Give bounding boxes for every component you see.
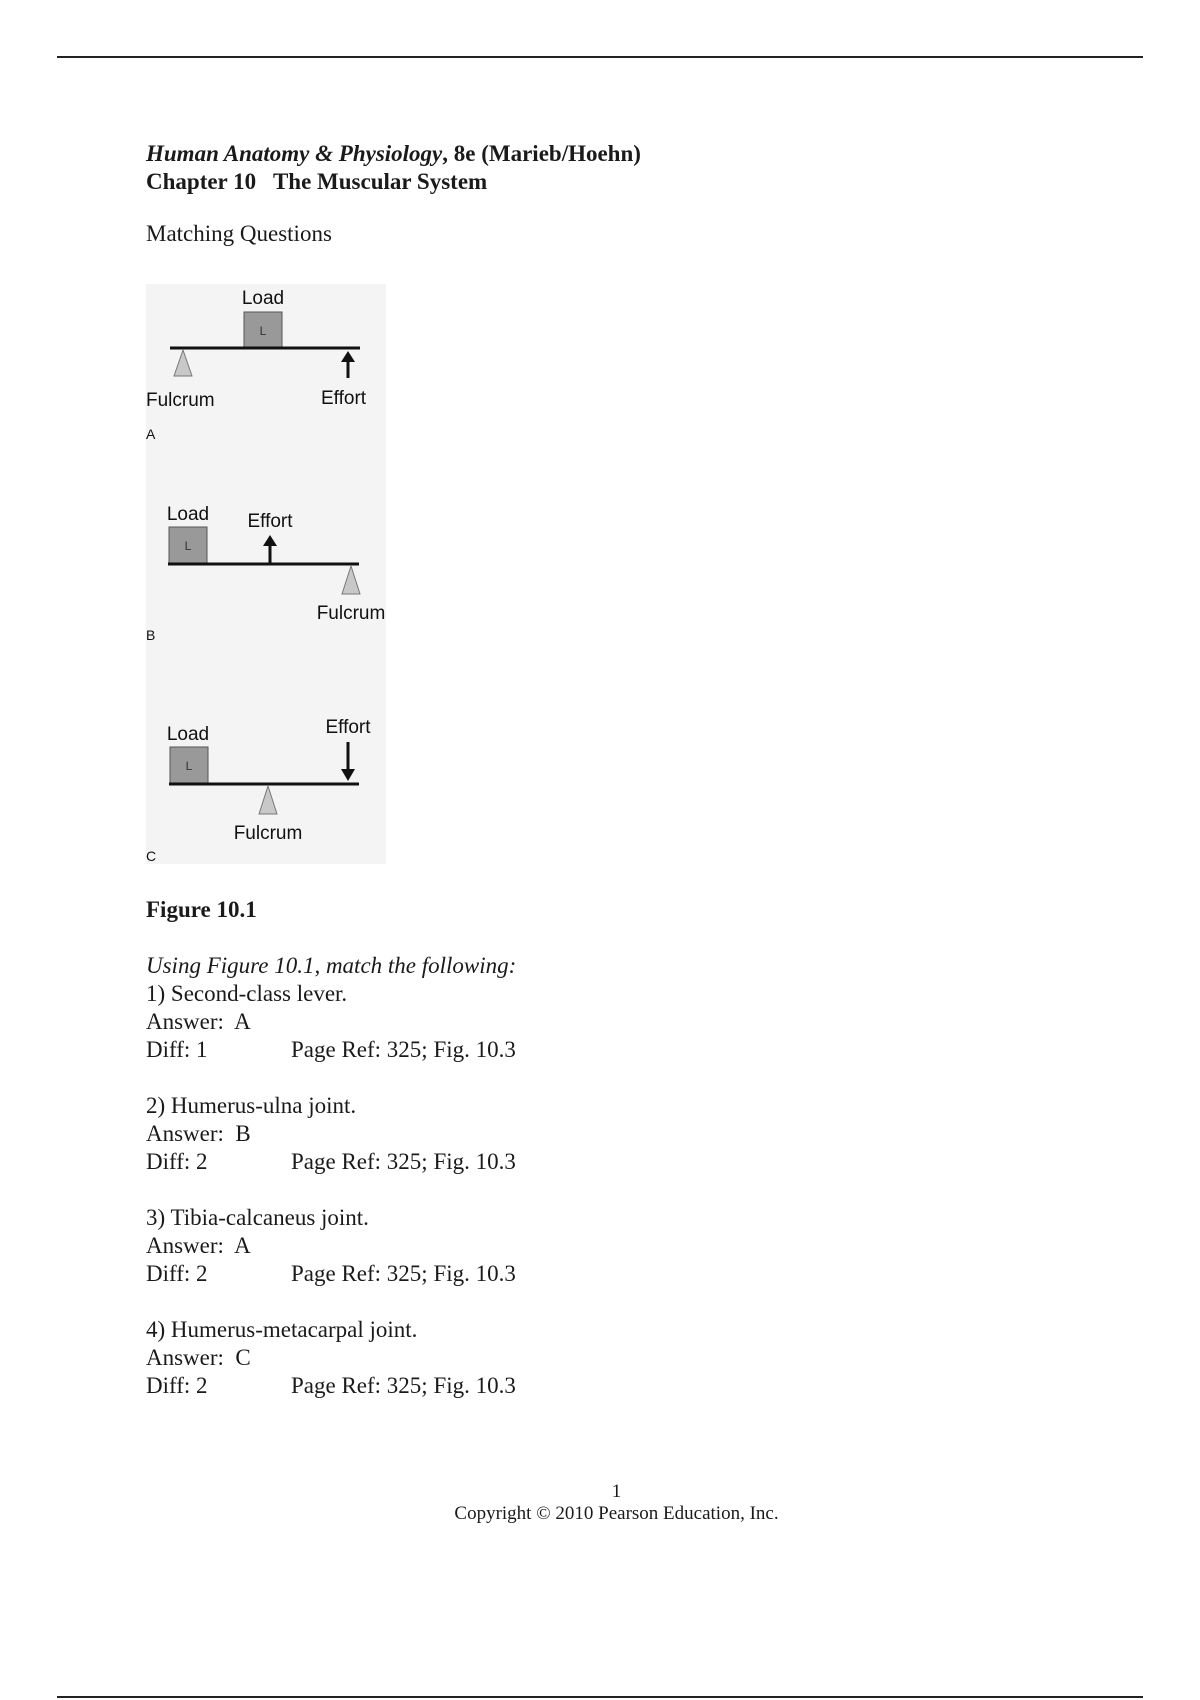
question-text: 3) Tibia-calcaneus joint. [146, 1205, 369, 1230]
question-difficulty: Diff: 1 [146, 1037, 208, 1062]
fulcrum-label-c: Fulcrum [233, 823, 303, 844]
question-answer: Answer: A [146, 1009, 251, 1034]
question-text: 2) Humerus-ulna joint. [146, 1093, 357, 1118]
document-header [146, 140, 1046, 248]
question-answer: Answer: C [146, 1345, 251, 1370]
book-title: Human Anatomy & Physiology [146, 141, 443, 166]
instructions: Using Figure 10.1, match the following: [146, 953, 517, 978]
question-page-ref: Page Ref: 325; Fig. 10.3 [291, 1037, 516, 1062]
question-meta [146, 1036, 1046, 1064]
question-difficulty: Diff: 2 [146, 1149, 208, 1174]
question-item [146, 1092, 1046, 1176]
fulcrum-label-b: Fulcrum [316, 603, 386, 624]
book-edition: , 8e (Marieb/Hoehn) [442, 141, 641, 166]
question-text: 4) Humerus-metacarpal joint. [146, 1317, 418, 1342]
question-meta [146, 1372, 1046, 1400]
question-difficulty: Diff: 2 [146, 1373, 208, 1398]
question-answer: Answer: A [146, 1233, 251, 1258]
load-box-label-b: L [184, 539, 192, 553]
question-meta [146, 1260, 1046, 1288]
question-page-ref: Page Ref: 325; Fig. 10.3 [291, 1149, 516, 1174]
panel-letter-b: B [146, 627, 156, 643]
effort-label-a: Effort [321, 388, 367, 409]
page-number: 1 [611, 1481, 622, 1502]
question-difficulty: Diff: 2 [146, 1261, 208, 1286]
question-list [146, 952, 1046, 1428]
question-item [146, 1316, 1046, 1400]
top-rule [57, 56, 1143, 58]
question-page-ref: Page Ref: 325; Fig. 10.3 [291, 1373, 516, 1398]
question-page-ref: Page Ref: 325; Fig. 10.3 [291, 1261, 516, 1286]
panel-letter-c: C [146, 848, 157, 864]
effort-label-c: Effort [325, 717, 371, 738]
load-label-a: Load [241, 288, 285, 309]
section-title: Matching Questions [146, 221, 332, 246]
lever-figure [146, 284, 386, 864]
load-box-label-c: L [185, 759, 193, 773]
effort-label-b: Effort [247, 511, 293, 532]
fulcrum-label-a: Fulcrum [146, 390, 215, 411]
question-text: 1) Second-class lever. [146, 981, 348, 1006]
bottom-rule [57, 1696, 1143, 1698]
copyright-notice: Copyright © 2010 Pearson Education, Inc. [454, 1503, 779, 1524]
load-box-label-a: L [259, 324, 267, 338]
question-answer: Answer: B [146, 1121, 251, 1146]
load-label-c: Load [166, 724, 210, 745]
book-title-line [146, 140, 1046, 168]
question-item [146, 980, 1046, 1064]
chapter-title: Chapter 10 The Muscular System [146, 169, 488, 194]
figure-caption: Figure 10.1 [146, 897, 257, 922]
panel-letter-a: A [146, 426, 156, 442]
question-item [146, 1204, 1046, 1288]
question-meta [146, 1148, 1046, 1176]
load-label-b: Load [166, 504, 210, 525]
